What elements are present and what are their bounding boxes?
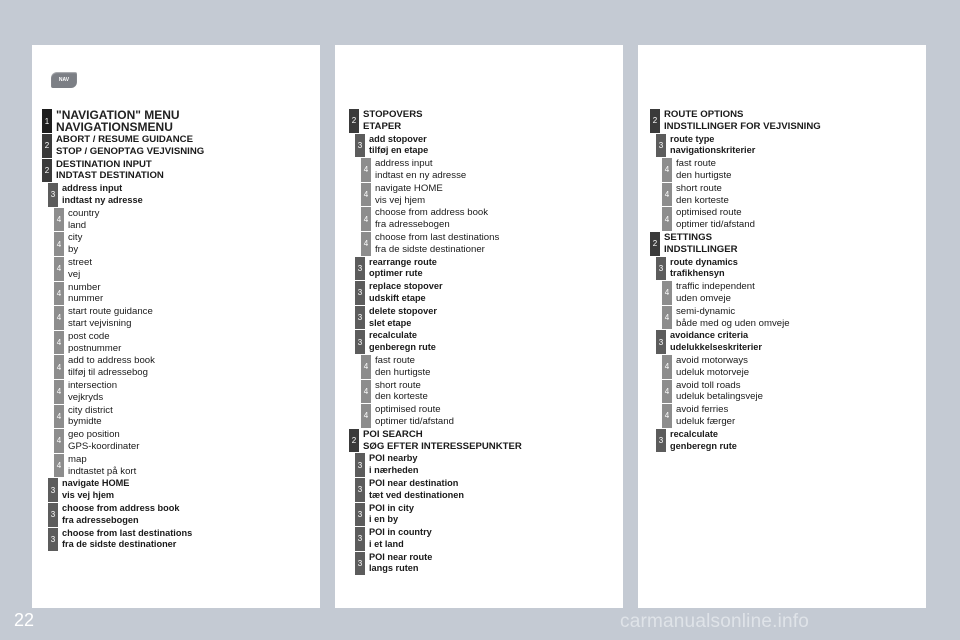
menu-entry-level-3 xyxy=(355,527,637,551)
entry-english-label: fast route xyxy=(676,158,716,170)
entry-text xyxy=(375,158,466,182)
entry-danish-label: GPS-koordinater xyxy=(68,440,140,452)
entry-english-label: short route xyxy=(375,379,421,391)
entry-text xyxy=(676,158,731,182)
entry-danish-label: tæt ved destinationen xyxy=(369,489,464,500)
entry-english-label: address input xyxy=(375,158,433,170)
level-badge: 4 xyxy=(54,454,64,478)
menu-entries xyxy=(349,109,637,576)
menu-entry-level-4 xyxy=(54,355,330,379)
entry-text xyxy=(375,232,499,256)
menu-entry-level-4 xyxy=(54,306,330,330)
entry-text xyxy=(664,109,821,133)
level-badge: 2 xyxy=(650,109,660,133)
level-badge: 4 xyxy=(54,380,64,404)
menu-entry-level-4 xyxy=(54,232,330,256)
entry-english-label: replace stopover xyxy=(369,281,443,292)
level-badge: 4 xyxy=(54,306,64,330)
entry-english-label: rearrange route xyxy=(369,256,437,267)
entry-danish-label: uden omveje xyxy=(676,292,731,304)
entry-text xyxy=(56,134,204,158)
level-badge: 4 xyxy=(662,183,672,207)
menu-entry-level-4 xyxy=(361,158,637,182)
level-badge: 4 xyxy=(54,355,64,379)
entry-text xyxy=(62,478,129,502)
level-badge: 2 xyxy=(42,134,52,158)
menu-entry-level-2 xyxy=(650,232,938,256)
level-badge: 2 xyxy=(349,109,359,133)
entry-english-label: choose from last destinations xyxy=(375,231,500,243)
menu-entry-level-2 xyxy=(650,109,938,133)
menu-entry-level-2 xyxy=(349,109,637,133)
entry-text xyxy=(676,281,755,305)
entry-text xyxy=(363,429,522,453)
level-badge: 4 xyxy=(361,183,371,207)
entry-english-label: avoid motorways xyxy=(676,354,748,366)
level-badge: 4 xyxy=(54,331,64,355)
entry-text xyxy=(369,257,437,281)
entry-text xyxy=(68,454,136,478)
entry-text xyxy=(670,429,737,453)
entry-danish-label: land xyxy=(68,219,87,231)
level-badge: 3 xyxy=(656,429,666,453)
menu-entries xyxy=(42,109,330,552)
menu-entry-level-3 xyxy=(355,552,637,576)
menu-entry-level-3 xyxy=(355,281,637,305)
menu-entry-level-4 xyxy=(361,232,637,256)
entry-english-label: POI near route xyxy=(369,551,433,562)
level-badge: 4 xyxy=(662,207,672,231)
entry-danish-label: navigationskriterier xyxy=(670,145,756,156)
level-badge: 3 xyxy=(355,134,365,158)
entry-english-label: DESTINATION INPUT xyxy=(56,158,152,170)
entry-english-label: city district xyxy=(68,404,113,416)
entry-danish-label: vis vej hjem xyxy=(62,490,115,501)
entry-danish-label: langs ruten xyxy=(369,563,419,574)
entry-danish-label: udeluk motorveje xyxy=(676,366,750,378)
entry-danish-label: INDSTILLINGER xyxy=(664,243,738,255)
level-badge: 4 xyxy=(662,306,672,330)
entry-text xyxy=(664,232,738,256)
level-badge: 4 xyxy=(662,355,672,379)
menu-entry-level-4 xyxy=(54,405,330,429)
level-badge: 3 xyxy=(355,330,365,354)
menu-entry-level-3 xyxy=(355,134,637,158)
entry-danish-label: genberegn rute xyxy=(670,440,737,451)
level-badge: 4 xyxy=(361,355,371,379)
level-badge: 3 xyxy=(355,527,365,551)
entry-danish-label: ETAPER xyxy=(363,120,402,132)
entry-danish-label: vejkryds xyxy=(68,391,104,403)
menu-entry-level-2 xyxy=(42,134,330,158)
menu-entry-level-4 xyxy=(54,282,330,306)
page-number: 22 xyxy=(14,610,35,630)
entry-english-label: avoid toll roads xyxy=(676,379,741,391)
menu-entry-level-3 xyxy=(48,528,330,552)
menu-entry-level-4 xyxy=(54,257,330,281)
level-badge: 4 xyxy=(54,208,64,232)
entry-english-label: "NAVIGATION" MENU xyxy=(56,108,180,122)
menu-entry-level-4 xyxy=(662,306,938,330)
level-badge: 4 xyxy=(361,232,371,256)
entry-english-label: address input xyxy=(62,183,123,194)
entry-text xyxy=(369,134,428,158)
entry-english-label: recalculate xyxy=(670,428,719,439)
menu-entry-level-4 xyxy=(662,380,938,404)
menu-entry-level-4 xyxy=(361,207,637,231)
watermark: carmanualsonline.info xyxy=(620,611,810,632)
entry-text xyxy=(56,109,180,133)
level-badge: 3 xyxy=(355,453,365,477)
menu-entry-level-4 xyxy=(361,380,637,404)
entry-danish-label: optimer tid/afstand xyxy=(676,219,755,231)
menu-entry-level-3 xyxy=(656,134,938,158)
menu-entry-level-4 xyxy=(662,355,938,379)
entry-english-label: geo position xyxy=(68,429,120,441)
entry-english-label: post code xyxy=(68,330,110,342)
entry-danish-label: INDTAST DESTINATION xyxy=(56,170,164,182)
level-badge: 3 xyxy=(355,257,365,281)
entry-text xyxy=(670,330,762,354)
entry-danish-label: optimer rute xyxy=(369,268,423,279)
entry-danish-label: den korteste xyxy=(375,391,428,403)
entry-text xyxy=(676,380,763,404)
entry-english-label: ROUTE OPTIONS xyxy=(664,109,744,120)
menu-entry-level-3 xyxy=(355,503,637,527)
menu-entry-level-3 xyxy=(355,330,637,354)
entry-english-label: navigate HOME xyxy=(375,182,443,194)
entry-english-label: POI in country xyxy=(369,527,432,538)
menu-entry-level-4 xyxy=(54,429,330,453)
level-badge: 1 xyxy=(42,109,52,133)
entry-english-label: choose from last destinations xyxy=(62,527,193,538)
entry-danish-label: både med og uden omveje xyxy=(676,317,790,329)
entry-text xyxy=(62,503,179,527)
level-badge: 3 xyxy=(355,503,365,527)
entry-english-label: avoid ferries xyxy=(676,404,729,416)
entry-english-label: city xyxy=(68,232,83,244)
menu-entry-level-4 xyxy=(54,208,330,232)
menu-entry-level-3 xyxy=(355,453,637,477)
level-badge: 3 xyxy=(355,281,365,305)
entry-danish-label: bymidte xyxy=(68,416,102,428)
menu-entry-level-3 xyxy=(656,330,938,354)
entry-danish-label: i nærheden xyxy=(369,465,419,476)
level-badge: 4 xyxy=(54,282,64,306)
entry-english-label: avoidance criteria xyxy=(670,330,749,341)
entry-english-label: route dynamics xyxy=(670,256,738,267)
entry-english-label: short route xyxy=(676,182,722,194)
entry-text xyxy=(68,306,153,330)
entry-text xyxy=(676,355,749,379)
level-badge: 4 xyxy=(361,380,371,404)
entry-text xyxy=(68,232,82,256)
level-badge: 4 xyxy=(361,404,371,428)
entry-danish-label: i et land xyxy=(369,538,404,549)
entry-text xyxy=(68,405,113,429)
entry-english-label: country xyxy=(68,207,100,219)
entry-text xyxy=(375,355,430,379)
entry-text xyxy=(62,183,143,207)
entry-english-label: optimised route xyxy=(676,207,742,219)
level-badge: 3 xyxy=(656,257,666,281)
entry-danish-label: postnummer xyxy=(68,342,122,354)
entry-english-label: ABORT / RESUME GUIDANCE xyxy=(56,134,193,145)
entry-danish-label: fra de sidste destinationer xyxy=(62,539,177,550)
entry-english-label: POI near destination xyxy=(369,477,459,488)
entry-danish-label: indtast en ny adresse xyxy=(375,169,467,181)
entry-text xyxy=(369,330,436,354)
entry-danish-label: slet etape xyxy=(369,317,412,328)
level-badge: 2 xyxy=(42,159,52,183)
entry-text xyxy=(68,331,121,355)
menu-column-1 xyxy=(32,45,320,608)
menu-entry-level-3 xyxy=(355,478,637,502)
entry-english-label: POI nearby xyxy=(369,453,418,464)
level-badge: 3 xyxy=(48,183,58,207)
entry-english-label: STOPOVERS xyxy=(363,109,423,120)
level-badge: 4 xyxy=(662,281,672,305)
menu-entry-level-4 xyxy=(662,183,938,207)
menu-entry-level-4 xyxy=(54,380,330,404)
menu-entry-level-3 xyxy=(48,478,330,502)
level-badge: 3 xyxy=(355,306,365,330)
menu-column-2 xyxy=(335,45,623,608)
entry-english-label: semi-dynamic xyxy=(676,305,736,317)
level-badge: 4 xyxy=(54,405,64,429)
nav-button-icon: NAV xyxy=(51,72,77,88)
entry-english-label: add to address book xyxy=(68,355,155,367)
entry-english-label: navigate HOME xyxy=(62,478,130,489)
entry-danish-label: trafikhensyn xyxy=(670,268,725,279)
level-badge: 4 xyxy=(54,232,64,256)
entry-text xyxy=(676,306,790,330)
entry-text xyxy=(369,281,443,305)
entry-danish-label: i en by xyxy=(369,514,399,525)
entry-english-label: map xyxy=(68,453,87,465)
entry-danish-label: tilføj en etape xyxy=(369,145,429,156)
entry-english-label: route type xyxy=(670,133,715,144)
entry-danish-label: fra adressebogen xyxy=(62,514,139,525)
entry-danish-label: udskift etape xyxy=(369,292,426,303)
entry-text xyxy=(369,453,419,477)
entry-text xyxy=(375,183,443,207)
entry-text xyxy=(363,109,423,133)
entry-english-label: intersection xyxy=(68,379,118,391)
entry-english-label: choose from address book xyxy=(375,207,489,219)
entry-text xyxy=(375,207,488,231)
menu-entry-level-3 xyxy=(48,183,330,207)
entry-english-label: start route guidance xyxy=(68,306,153,318)
entry-danish-label: den hurtigste xyxy=(375,366,431,378)
entry-text xyxy=(676,404,735,428)
entry-text xyxy=(369,527,432,551)
entry-text xyxy=(375,380,428,404)
entry-text xyxy=(68,355,155,379)
entry-english-label: optimised route xyxy=(375,404,441,416)
entry-danish-label: fra adressebogen xyxy=(375,219,450,231)
entry-danish-label: STOP / GENOPTAG VEJVISNING xyxy=(56,145,205,157)
level-badge: 3 xyxy=(355,478,365,502)
entry-danish-label: udeluk færger xyxy=(676,415,736,427)
entry-danish-label: start vejvisning xyxy=(68,317,132,329)
level-badge: 3 xyxy=(355,552,365,576)
menu-entry-level-2 xyxy=(349,429,637,453)
level-badge: 4 xyxy=(54,257,64,281)
menu-entry-level-4 xyxy=(54,454,330,478)
entry-text xyxy=(68,208,99,232)
entry-text xyxy=(68,257,92,281)
entry-english-label: street xyxy=(68,256,92,268)
menu-entry-level-4 xyxy=(662,207,938,231)
entry-english-label: delete stopover xyxy=(369,305,437,316)
menu-entry-level-4 xyxy=(662,404,938,428)
entry-english-label: add stopover xyxy=(369,133,427,144)
entry-text xyxy=(670,134,755,158)
level-badge: 3 xyxy=(656,330,666,354)
entry-english-label: POI SEARCH xyxy=(363,428,423,440)
entry-danish-label: vej xyxy=(68,268,81,280)
menu-entry-level-3 xyxy=(656,429,938,453)
level-badge: 3 xyxy=(48,478,58,502)
level-badge: 2 xyxy=(650,232,660,256)
entry-danish-label: by xyxy=(68,244,79,256)
menu-column-3 xyxy=(638,45,926,608)
entry-english-label: number xyxy=(68,281,101,293)
level-badge: 4 xyxy=(662,404,672,428)
entry-text xyxy=(676,183,729,207)
menu-entry-level-3 xyxy=(656,257,938,281)
entry-english-label: POI in city xyxy=(369,502,414,513)
entry-danish-label: indtastet på kort xyxy=(68,465,137,477)
entry-text xyxy=(62,528,192,552)
level-badge: 3 xyxy=(656,134,666,158)
entry-text xyxy=(369,552,432,576)
level-badge: 4 xyxy=(361,158,371,182)
menu-entry-level-4 xyxy=(361,404,637,428)
entry-english-label: recalculate xyxy=(369,330,418,341)
entry-danish-label: udeluk betalingsveje xyxy=(676,391,763,403)
entry-text xyxy=(56,159,164,183)
entry-danish-label: NAVIGATIONSMENU xyxy=(56,120,173,134)
entry-english-label: SETTINGS xyxy=(664,231,712,243)
entry-text xyxy=(676,207,755,231)
menu-entries xyxy=(650,109,938,453)
entry-text xyxy=(369,503,414,527)
level-badge: 2 xyxy=(349,429,359,453)
entry-danish-label: udelukkelseskriterier xyxy=(670,342,762,353)
entry-text xyxy=(369,306,437,330)
entry-english-label: fast route xyxy=(375,354,415,366)
entry-english-label: traffic independent xyxy=(676,281,755,293)
entry-text xyxy=(369,478,464,502)
entry-danish-label: den korteste xyxy=(676,194,729,206)
menu-entry-level-3 xyxy=(355,257,637,281)
menu-entry-level-3 xyxy=(355,306,637,330)
entry-danish-label: nummer xyxy=(68,293,104,305)
level-badge: 4 xyxy=(361,207,371,231)
level-badge: 4 xyxy=(662,380,672,404)
level-badge: 4 xyxy=(662,158,672,182)
entry-english-label: choose from address book xyxy=(62,502,180,513)
entry-danish-label: indtast ny adresse xyxy=(62,194,143,205)
menu-entry-level-4 xyxy=(361,355,637,379)
entry-danish-label: genberegn rute xyxy=(369,342,436,353)
menu-entry-level-2 xyxy=(42,159,330,183)
menu-entry-level-4 xyxy=(54,331,330,355)
entry-text xyxy=(670,257,738,281)
entry-text xyxy=(68,282,103,306)
menu-entry-level-4 xyxy=(361,183,637,207)
entry-danish-label: den hurtigste xyxy=(676,169,732,181)
menu-entry-level-3 xyxy=(48,503,330,527)
entry-danish-label: tilføj til adressebog xyxy=(68,367,148,379)
entry-danish-label: INDSTILLINGER FOR VEJVISNING xyxy=(664,120,821,132)
entry-danish-label: vis vej hjem xyxy=(375,194,426,206)
level-badge: 3 xyxy=(48,503,58,527)
entry-danish-label: fra de sidste destinationer xyxy=(375,243,485,255)
level-badge: 3 xyxy=(48,528,58,552)
entry-text xyxy=(375,404,454,428)
menu-entry-level-4 xyxy=(662,158,938,182)
entry-text xyxy=(68,380,117,404)
entry-danish-label: SØG EFTER INTERESSEPUNKTER xyxy=(363,440,522,452)
entry-text xyxy=(68,429,139,453)
entry-danish-label: optimer tid/afstand xyxy=(375,415,454,427)
menu-entry-level-4 xyxy=(662,281,938,305)
level-badge: 4 xyxy=(54,429,64,453)
menu-entry-level-1 xyxy=(42,109,330,133)
